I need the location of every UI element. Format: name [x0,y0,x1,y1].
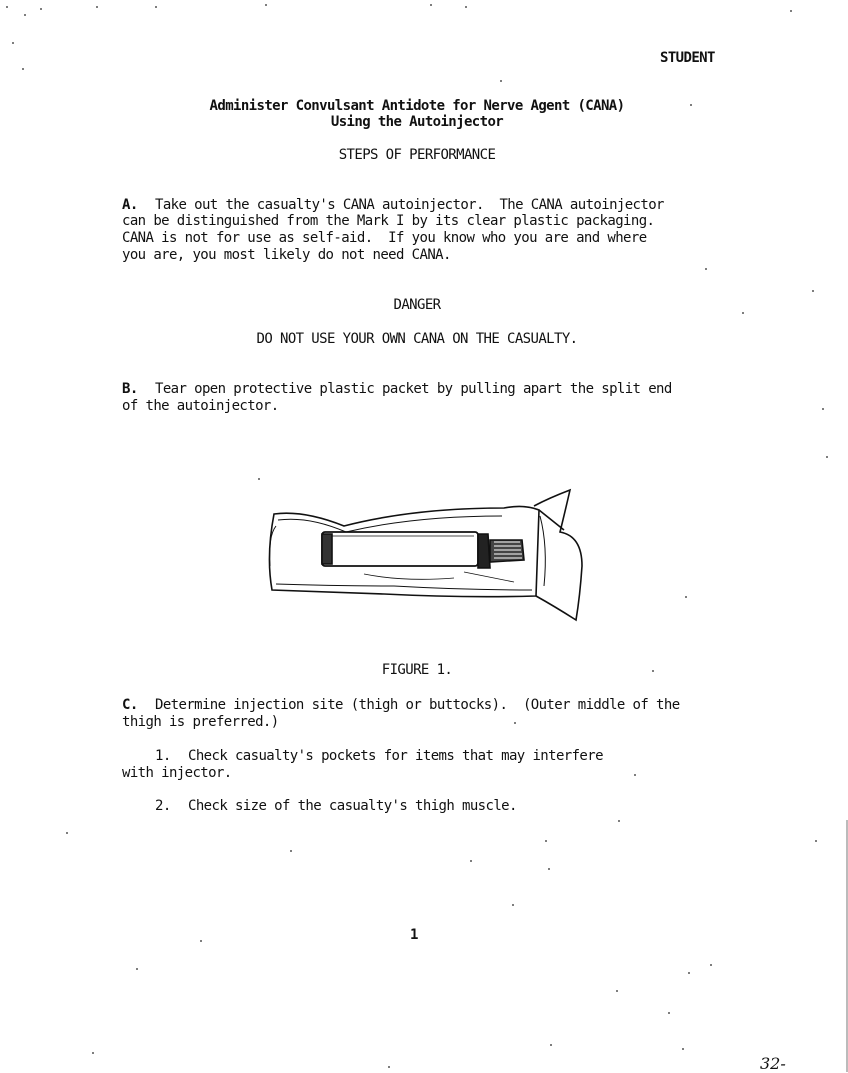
figure-caption: FIGURE 1. [381,662,453,678]
scan-speck [6,6,8,8]
scan-speck [826,456,828,458]
scan-speck [548,868,550,870]
scan-speck [200,940,202,942]
scan-speck [634,774,636,776]
scan-speck [815,840,817,842]
scan-speck [790,10,792,12]
scan-speck [92,1052,94,1054]
scan-speck [258,478,260,480]
scan-speck [22,68,24,70]
scan-speck [685,596,687,598]
substep-2-line: Check size of the casualty's thigh muscle. [188,798,517,814]
scan-speck [265,4,267,6]
autoinjector-packet-illustration [264,486,584,626]
scan-speck [710,964,712,966]
scan-speck [822,408,824,410]
scan-speck [40,8,42,10]
scan-speck [24,14,26,16]
scan-speck [500,80,502,82]
scan-speck [96,6,98,8]
step-c-line: thigh is preferred.) [122,714,279,730]
step-a-line: can be distinguished from the Mark I by its clear plastic packaging. [122,213,655,229]
step-a-line: Take out the casualty's CANA autoinjector. The CANA autoinjector [155,197,664,213]
scan-speck [12,42,14,44]
scan-speck [465,6,467,8]
scan-speck [136,968,138,970]
scan-speck [688,972,690,974]
document-title-line2: Using the Autoinjector [330,114,504,130]
danger-text: DO NOT USE YOUR OWN CANA ON THE CASUALTY. [256,331,578,347]
page-number: 1 [410,927,418,943]
scan-speck [618,820,620,822]
handwritten-mark: 32- [760,1054,786,1073]
step-a-line: CANA is not for use as self-aid. If you know who you are and where [122,230,647,246]
substep-1-line: with injector. [122,765,232,781]
step-a-letter: A. [122,197,138,213]
danger-heading: DANGER [393,297,441,313]
step-b-line: of the autoinjector. [122,398,279,414]
scan-speck [668,1012,670,1014]
scan-speck [512,904,514,906]
scan-speck [545,840,547,842]
scan-speck [155,6,157,8]
scan-speck [470,860,472,862]
substep-1-line: Check casualty's pockets for items that may interfere [188,748,603,764]
step-a-line: you are, you most likely do not need CANA. [122,247,451,263]
step-c-letter: C. [122,697,138,713]
scan-speck [550,1044,552,1046]
section-subtitle: STEPS OF PERFORMANCE [338,147,496,163]
student-label: STUDENT [660,50,715,66]
scan-speck [705,268,707,270]
substep-2-number: 2. [155,798,171,814]
step-b-letter: B. [122,381,138,397]
scan-speck [66,832,68,834]
scan-speck [514,722,516,724]
substep-1-number: 1. [155,748,171,764]
scan-speck [290,850,292,852]
document-title-line1: Administer Convulsant Antidote for Nerve Agent (CANA) [209,98,625,114]
step-c-line: Determine injection site (thigh or buttocks). (Outer middle of the [155,697,680,713]
scan-speck [812,290,814,292]
scan-speck [616,990,618,992]
scan-speck [682,1048,684,1050]
scan-speck [430,4,432,6]
step-b-line: Tear open protective plastic packet by pulling apart the split end [155,381,672,397]
scan-speck [388,1066,390,1068]
